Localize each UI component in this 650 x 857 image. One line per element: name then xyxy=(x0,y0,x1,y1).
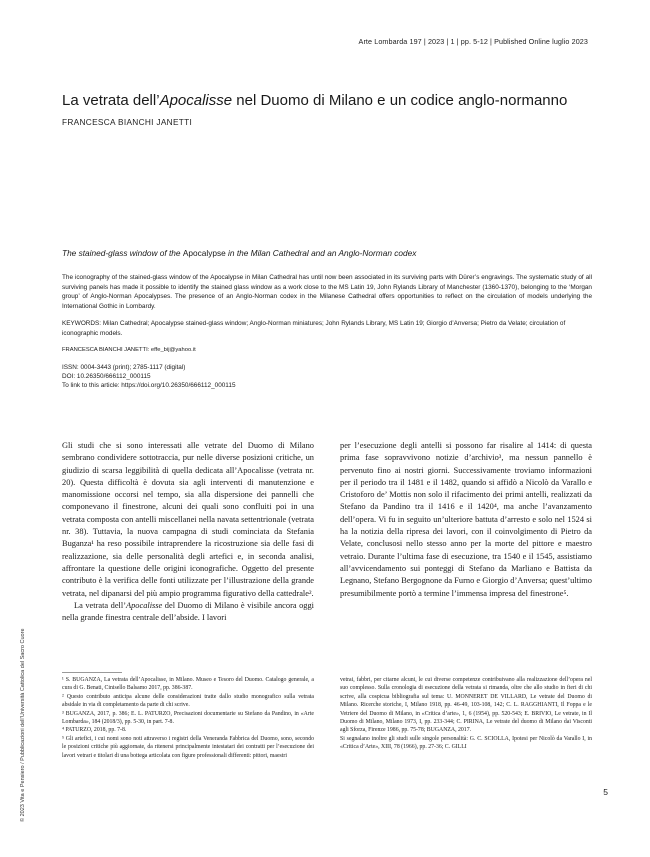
footnotes-right xyxy=(340,676,592,752)
body-column-left xyxy=(62,440,314,624)
title-pre: La vetrata dell’ xyxy=(62,92,160,109)
footnote: ² Questo contributo anticipa alcune delle considerazioni tratte dallo studio monografico sulla vetrata absidale in via di completamento da parte di chi scrive. xyxy=(62,693,314,709)
english-title xyxy=(62,248,592,259)
p2-post: del Duomo di Milano è visibile ancora oggi nella grande finestra centrale dell’abside. I lavori xyxy=(62,600,314,623)
keywords-list: Milan Cathedral; Apocalypse stained-glass window; Anglo-Norman miniatures; John Rylands Library, MS Latin 19; Giorgio d’Anversa; Pietro da Velate; circulation of iconographic models. xyxy=(62,320,566,337)
footnote: Si segnalano inoltre gli studi sulle singole personalità: G. C. SCIOLLA, Ipotesi per Nicolò da Varallo I, in «Critica d’Arte», XIII, 78 (1966), pp. 27-36; C. GILLI xyxy=(340,735,592,751)
body-column-right xyxy=(340,440,592,600)
running-head: Arte Lombarda 197 | 2023 | 1 | pp. 5-12 | Published Online luglio 2023 xyxy=(358,37,588,46)
p2-italic: Apocalisse xyxy=(125,600,163,610)
doi: DOI: 10.26350/666112_000115 xyxy=(62,372,151,380)
article-title xyxy=(62,92,602,110)
footnote: ¹ S. BUGANZA, La vetrata dell’Apocalisse, in Milano. Museo e Tesoro del Duomo. Catalogo generale, a cura di G. Benati, Cinisello Balsamo 2017, pp. 386-387. xyxy=(62,677,314,692)
body-paragraph: Gli studi che si sono interessati alle vetrate del Duomo di Milano sembrano condividere sottotraccia, pur nelle diverse posizioni critiche, un giudizio di scarsa leggibilità di quella dedicata all’Apocalisse (vetrata nr. 20). Questa difficoltà è dovuta sia agli interventi di manutenzione e manomissione occorsi nel tempo, sia alla dispersione dei pannelli che componevano il finestrone, alcuni dei quali sono confluiti poi in una vetrata composta con antelli miscellanei nella navata settentrionale (vetrata nr. 38). Tuttavia, la nuova campagna di studi cominciata da Stefania Buganza¹ ha reso possibile intraprendere la ricostruzione sia delle fasi di realizzazione, sia delle personalità degli artefici e, in seconda analisi, affrontare la questione delle origini iconografiche. Oggetto del presente contributo è la verifica delle fonti utilizzate per l’illustrazione della grande vetrata, nel dipanarsi del più ampio programma figurativo della cattedrale². xyxy=(62,441,314,598)
footnote: ⁴ PATURZO, 2018, pp. 7-8. xyxy=(62,727,127,734)
issn: ISSN: 0004-3443 (print); 2785-1117 (digital) xyxy=(62,363,186,371)
title-italic: Apocalisse xyxy=(159,92,233,109)
author-name: FRANCESCA BIANCHI JANETTI xyxy=(62,117,193,127)
title-post: nel Duomo di Milano e un codice anglo-normanno xyxy=(232,92,568,109)
body-paragraph xyxy=(62,600,314,625)
keywords-label: KEYWORDS: xyxy=(62,320,102,328)
footnote: ³ BUGANZA, 2017, p. 386; E. L. PATURZO, Precisazioni documentarie su Stefano da Pandino, in «Arte Lombarda», 184 (2018/3), pp. 5-30, in part. 7-8. xyxy=(62,710,314,726)
footnote: ⁵ Gli artefici, i cui nomi sono noti attraverso i registri della Veneranda Fabbrica del Duomo, sono, secondo le posizioni critiche più aggiornate, da ritenersi principalmente intestatari dei contratti per l’esecuzione dei lavori vetrari e titolari di una bottega articolata con figure professionali differenti: pittori, maestri xyxy=(62,735,314,759)
en-title-pre: The stained-glass window of the xyxy=(62,248,183,258)
page-number: 5 xyxy=(603,787,608,797)
identifiers xyxy=(62,363,592,391)
en-title-post: in the Milan Cathedral and an Anglo-Norman codex xyxy=(225,248,417,258)
article-link[interactable]: To link to this article: https://doi.org/10.26350/666112_000115 xyxy=(62,381,236,389)
footnotes-left xyxy=(62,676,314,760)
footnote-rule xyxy=(62,672,122,673)
p2-pre: La vetrata dell’ xyxy=(74,600,126,610)
abstract-block xyxy=(62,248,592,390)
abstract-text: The iconography of the stained-glass window of the Apocalypse in Milan Cathedral has until now been associated in its surviving parts with Dürer’s engravings. The systematic study of all surviving panels has made it possible to identify the stained glass window as a work close to the MS Latin 19, John Rylands Library of Manchester (1360-1370), belonging to the ‘Morgan group’ of Anglo-Norman Apocalypses. The presence of an Anglo-Norman codex in the Milanese Cathedral offers opportunities to reflect on the circulation of models underlying the International Gothic in Lombardy. xyxy=(62,274,592,310)
keywords xyxy=(62,319,592,338)
en-title-upright: Apocalypse xyxy=(182,248,226,258)
body-paragraph: per l’esecuzione degli antelli si possono far risalire al 1414: di questa prima fase sopravvivono notizie d’archivio³, ma nessun pannello è pervenuto fino ai nostri giorni. Successivamente troviamo informazioni per il periodo tra il 1481 e il 1482, quando si affidò a Nicolò da Varallo e Cristoforo de’ Mottis non solo il rifacimento dei primi antelli, realizzati da Stefano da Pandino tra il 1416 e il 1420⁴, ma anche l’avanzamento dell’opera. Vi fu in seguito un’ulteriore battuta d’arresto e solo nel 1524 si ha la notizia della ripresa dei lavori, con il coinvolgimento di Pietro da Velate, conclusosi nello stesso anno per la morte del pittore e maestro vetraio. Durante l’ultima fase di esecuzione, tra 1540 e il 1545, assistiamo all’avvicendamento sui ponteggi di Stefano da Marliano e Battista da Legnano, Stefano Bergognone da Furno e Giorgio d’Anversa; quest’ultimo presumibilmente portò a termine l’immensa impresa del finestrone⁵. xyxy=(340,441,592,598)
author-contact: FRANCESCA BIANCHI JANETTI: effe_bij@yahoo.it xyxy=(62,346,196,353)
footnote: vetrai, fabbri, per citarne alcuni, le cui diverse competenze contribuivano alla realizzazione dell’opera nel suo complesso. Sulla cronologia di esecuzione della vetrata si rimanda, oltre che allo studio in fieri di chi scrive, alla cospicua bibliografia sul tema: U. MONNERET DE VILLARD, Le vetrate del Duomo di Milano. Ricerche storiche, I, Milano 1918, pp. 46-49, 103-108, 142; C. L. RAGGHIANTI, Il Foppa e le Vetriere del Duomo di Milano, in «Critica d’arte», 1, 6 (1954), pp. 520-543; E. BRIVIO, Le vetrate, in Il Duomo di Milano, Milano 1973, I, pp. 233-344; C. PIRINA, Le vetrate del duomo di Milano dai Visconti agli Sforza, Firenze 1986, pp. 75-78; BUGANZA, 2017. xyxy=(340,677,592,734)
sidebar-copyright: © 2023 Vita e Pensiero / Pubblicazioni dell’Università Cattolica del Sacro Cuore xyxy=(20,628,26,822)
